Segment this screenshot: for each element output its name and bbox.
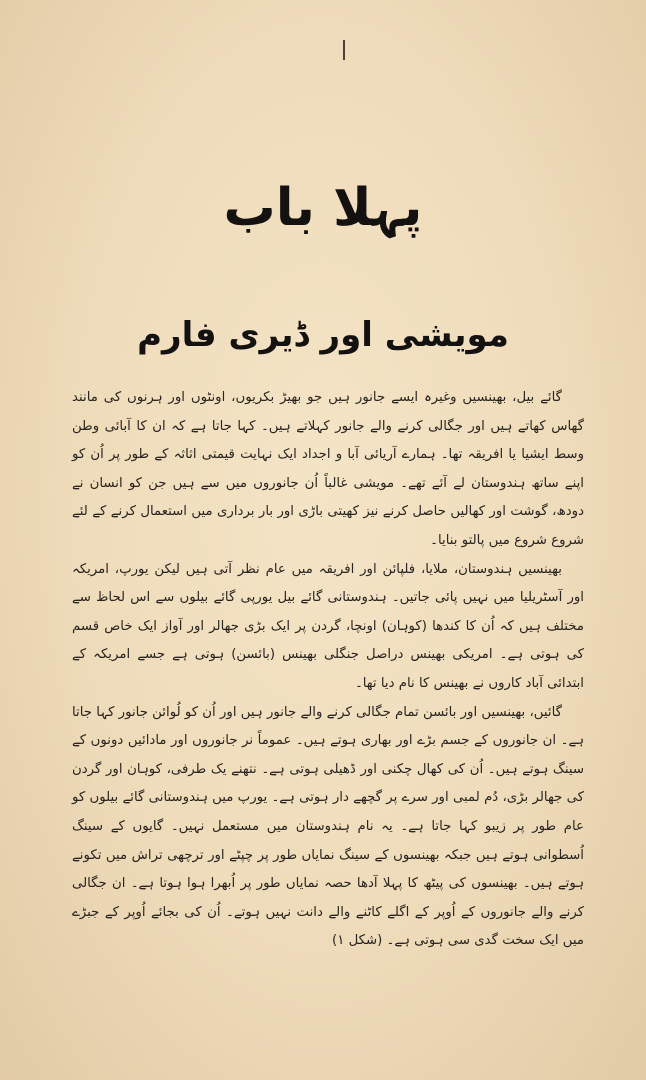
paragraph-1: گائے بیل، بھینسیں وغیرہ ایسے جانور ہیں جو بھیڑ بکریوں، اونٹوں اور ہرنوں کی مانند گھاس کھاتے ہیں اور جگالی کرنے والے جانور کہلاتے ہیں۔ کہا جاتا ہے کہ ان کا آبائی وطن وسط ایشیا یا افریقہ تھا۔ ہمارے آریائی آبا و اجداد ایک نہایت قیمتی اثاثہ کے طور پر اُن کو اپنے ساتھ ہندوستان لے آئے تھے۔ مویشی غالباً اُن جانوروں میں سے ہیں جن کو انسان نے دودھ، گوشت اور کھالیں حاصل کرنے نیز کھیتی باڑی اور بار برداری میں استعمال کرنے کے لئے شروع شروع میں پالتو بنایا۔	[72, 390, 584, 548]
chapter-heading: پہلا باب	[223, 178, 423, 238]
page-mark	[343, 40, 345, 60]
body-text	[72, 384, 584, 956]
paragraph-2: بھینسیں ہندوستان، ملایا، فلپائن اور افریقہ میں عام نظر آتی ہیں لیکن یورپ، امریکہ اور آسٹریلیا میں نہیں پائی جاتیں۔ ہندوستانی گائے بیل یورپی گائے بیلوں سے اس لحاظ سے مختلف ہیں کہ اُن کا کندھا (کوہان) اونچا، گردن پر ایک بڑی جھالر اور آواز ایک خاص قسم کی ہوتی ہے۔ امریکی بھینس دراصل جنگلی بھینس (بائسن) ہوتی ہے جسے امریکہ کے ابتدائی آباد کاروں نے بھینس کا نام دیا تھا۔	[72, 561, 584, 691]
paragraph-3: گائیں، بھینسیں اور بائسن تمام جگالی کرنے والے جانور ہیں اور اُن کو لُوائن جانور کہا جاتا ہے۔ ان جانوروں کے جسم بڑے اور بھاری ہوتے ہیں۔ عموماً نر جانوروں اور مادائیں دونوں کے سینگ ہوتے ہیں۔ اُن کی کھال چکنی اور ڈھیلی ہوتی ہے۔ نتھنے یک طرفی، کوہان اور گردن کی جھالر بڑی، دُم لمبی اور سرے پر گچھے دار ہوتی ہے۔ یورپ میں ہندوستانی گائے بیلوں کو عام طور پر زیبو کہا جاتا ہے۔ یہ نام ہندوستان میں مستعمل نہیں۔ گایوں کے سینگ اُسطوانی ہوتے ہیں جبکہ بھینسوں کے سینگ نمایاں طور پر چپٹے اور ترچھی تراش میں تکونے ہوتے ہیں۔ بھینسوں کی پیٹھ کا پہلا آدھا حصہ نمایاں طور پر اُبھرا ہوا ہوتا ہے۔ ان جگالی کرنے والے جانوروں کے اُوپر کے اگلے کاٹنے والے دانت نہیں ہوتے۔ اُن کی بجائے اُوپر کے جبڑے میں ایک سخت گدی سی ہوتی ہے۔ (شکل ۱)	[72, 704, 584, 949]
section-heading: مویشی اور ڈیری فارم	[137, 315, 509, 355]
